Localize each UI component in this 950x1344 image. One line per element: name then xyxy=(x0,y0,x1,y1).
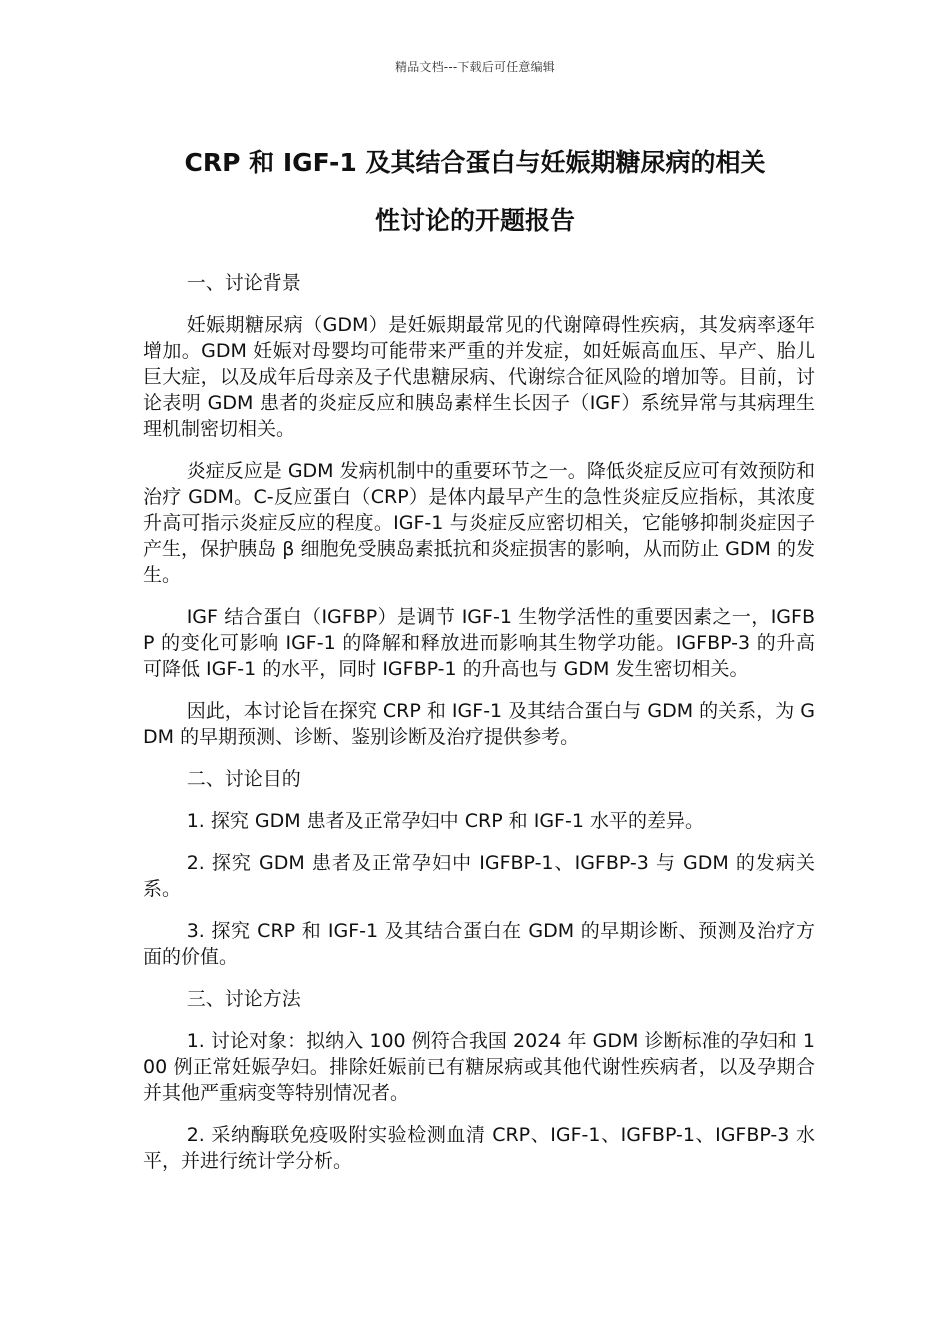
paragraph: 因此，本讨论旨在探究 CRP 和 IGF-1 及其结合蛋白与 GDM 的关系，为 GDM 的早期预测、诊断、鉴别诊断及治疗提供参考。 xyxy=(143,700,815,748)
list-item: 1. 探究 GDM 患者及正常孕妇中 CRP 和 IGF-1 水平的差异。 xyxy=(186,810,704,832)
section-heading-background: 一、讨论背景 xyxy=(186,272,301,294)
list-item: 2. 采纳酶联免疫吸附实验检测血清 CRP、IGF-1、IGFBP-1、IGFBP-3 水平，并进行统计学分析。 xyxy=(143,1124,815,1172)
title-line-2: 性讨论的开题报告 xyxy=(374,206,575,235)
title-line-1: CRP 和 IGF-1 及其结合蛋白与妊娠期糖尿病的相关 xyxy=(184,148,766,177)
paragraph: 炎症反应是 GDM 发病机制中的重要环节之一。降低炎症反应可有效预防和治疗 GDM。C-反应蛋白（CRP）是体内最早产生的急性炎症反应指标，其浓度升高可指示炎症反应的程度。IGF-1 与炎症反应密切相关，它能够抑制炎症因子产生，保护胰岛 β 细胞免受胰岛素抵抗和炎症损害的影响，从而防止 GDM 的发生。 xyxy=(143,460,815,586)
document-body xyxy=(143,270,815,1190)
page-header-note: 精品文档---下载后可任意编辑 xyxy=(395,60,555,74)
list-item: 2. 探究 GDM 患者及正常孕妇中 IGFBP-1、IGFBP-3 与 GDM 的发病关系。 xyxy=(143,852,815,900)
document-title xyxy=(140,134,810,250)
list-item: 3. 探究 CRP 和 IGF-1 及其结合蛋白在 GDM 的早期诊断、预测及治疗方面的价值。 xyxy=(143,920,815,968)
paragraph: 妊娠期糖尿病（GDM）是妊娠期最常见的代谢障碍性疾病，其发病率逐年增加。GDM 妊娠对母婴均可能带来严重的并发症，如妊娠高血压、早产、胎儿巨大症，以及成年后母亲及子代患糖尿病、代谢综合征风险的增加等。目前，讨论表明 GDM 患者的炎症反应和胰岛素样生长因子（IGF）系统异常与其病理生理机制密切相关。 xyxy=(143,314,815,440)
list-item: 1. 讨论对象：拟纳入 100 例符合我国 2024 年 GDM 诊断标准的孕妇和 100 例正常妊娠孕妇。排除妊娠前已有糖尿病或其他代谢性疾病者，以及孕期合并其他严重病变等特别情况者。 xyxy=(143,1030,815,1104)
section-heading-aims: 二、讨论目的 xyxy=(186,768,301,790)
paragraph: IGF 结合蛋白（IGFBP）是调节 IGF-1 生物学活性的重要因素之一，IGFBP 的变化可影响 IGF-1 的降解和释放进而影响其生物学功能。IGFBP-3 的升高可降低 IGF-1 的水平，同时 IGFBP-1 的升高也与 GDM 发生密切相关。 xyxy=(143,606,815,680)
section-heading-methods: 三、讨论方法 xyxy=(186,988,301,1010)
